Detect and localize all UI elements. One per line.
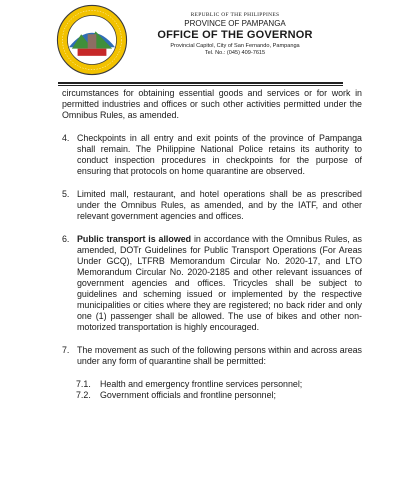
telephone-line: Tel. No.: (045) 409-7615 — [204, 50, 266, 56]
item-text: in accordance with the Omnibus Rules, as amended, DOTr Guidelines for Public Transport Operations (For Areas Under GCQ), LTFRB Memorandum Circular No. 2020-17, and LTO Memorandum Circular No. 2020-2185 and other relevant issuances of government agencies and offices. Tricycles shall be subject to guidelines and scheming issued or implemented by the respective municipalities or cities where they are registered; no back rider and only one (1) passenger shall be allowed. The use of bikes and other non-motorized transportation is highly encouraged. — [77, 234, 362, 332]
item-text: Limited mall, restaurant, and hotel operations shall be as prescribed under the Omnibus Rules, as amended, and by the IATF, and other relevant government agencies and offices. — [77, 189, 362, 221]
item-bold-lead: Public transport is allowed — [77, 234, 192, 244]
header-rule-thin — [58, 85, 343, 86]
province-line: PROVINCE OF PAMPANGA — [184, 19, 286, 28]
office-title: OFFICE OF THE GOVERNOR — [157, 29, 313, 41]
item-number: 7. — [62, 345, 70, 355]
continuation-paragraph: circumstances for obtaining essential goods and services or for work in permitted industries and offices or such other activities permitted under the Omnibus Rules, as amended. — [62, 88, 362, 120]
letterhead — [0, 0, 403, 80]
list-item-5 — [62, 189, 362, 222]
sub-item-text: Government officials and frontline personnel; — [100, 390, 276, 400]
item-number: 4. — [62, 133, 70, 143]
list-item-4 — [62, 133, 362, 177]
item-text: The movement as such of the following persons within and across areas under any form of quarantine shall be permitted: — [77, 345, 362, 366]
list-item-7 — [62, 345, 362, 367]
sub-item-7-2 — [62, 390, 362, 401]
provincial-seal-icon — [56, 4, 128, 76]
item-number: 6. — [62, 234, 70, 244]
sub-item-text: Health and emergency frontline services personnel; — [100, 379, 303, 389]
item-text: Checkpoints in all entry and exit points of the province of Pampanga shall remain. The Philippine National Police retains its authority to conduct inspection procedures in checkpoints for the purpose of ensuring that protocols on home quarantine are observed. — [77, 133, 362, 176]
document-body — [62, 88, 362, 401]
sub-item-number: 7.1. — [76, 379, 91, 389]
sub-item-7-1 — [62, 379, 362, 390]
item-number: 5. — [62, 189, 70, 199]
address-line: Provincial Capitol, City of San Fernando, Pampanga — [170, 43, 300, 49]
sub-item-number: 7.2. — [76, 390, 91, 400]
letterhead-text — [130, 12, 340, 56]
list-item-6 — [62, 234, 362, 333]
republic-line: REPUBLIC OF THE PHILIPPINES — [190, 12, 280, 18]
header-rule — [58, 82, 343, 84]
